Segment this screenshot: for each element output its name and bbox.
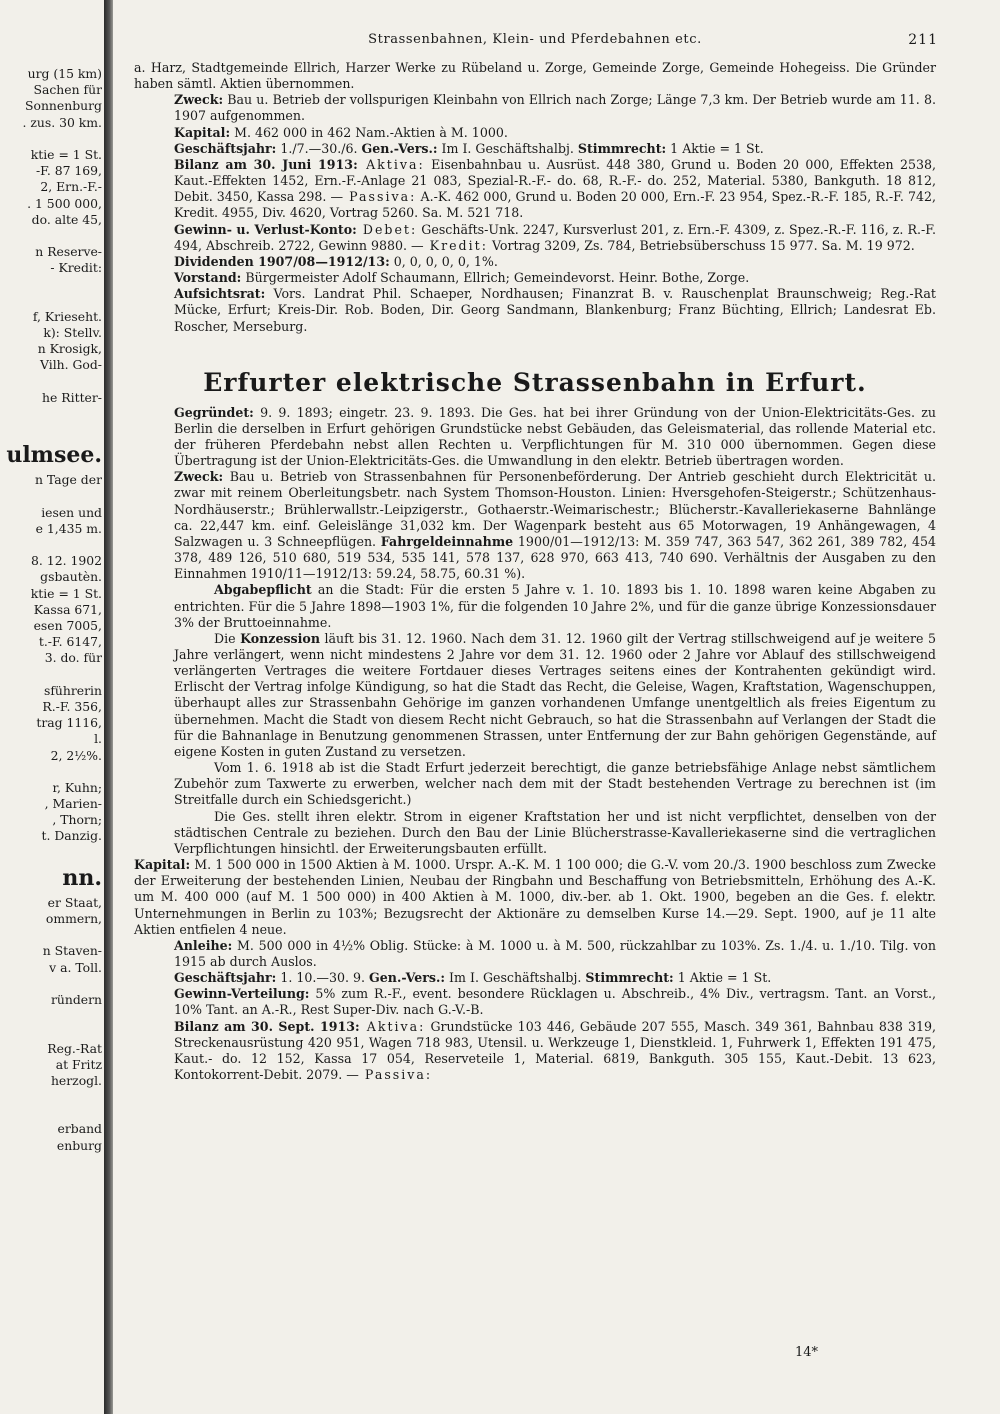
left-column-line: n Krosigk, <box>37 341 102 357</box>
left-column-line <box>0 131 102 147</box>
left-column-line <box>0 927 102 943</box>
left-column-line: ommern, <box>45 911 102 926</box>
left-column-line: nn. <box>62 864 102 891</box>
left-column-line: er Staat, <box>47 894 102 910</box>
left-column-line <box>0 764 102 780</box>
left-column-line <box>0 537 102 553</box>
erwerb-paragraph: Vom 1. 6. 1918 ab ist die Stadt Erfurt jederzeit berechtigt, die ganze betriebsfähige Anlage nebst sämtlichem Zubehör zum Taxwerte zu erwerben, welcher nach dem mit der Stadt bestehenden Vertrage zu berechnen ist (im Streitfalle durch ein Schiedsgericht.) <box>174 760 936 808</box>
left-column-line: esen 7005, <box>33 618 102 633</box>
bilanz-paragraph-erfurt: Bilanz am 30. Sept. 1913: Aktiva: Grundstücke 103 446, Gebäude 207 555, Masch. 349 361, Bahnbau 838 319, Streckenausrüstung 420 951, Wagen 718 983, Utensil. u. Werkzeuge 1, Dienstkleid. 1, Fuhrwerk 1, Effekten 191 475, Kaut.- do. 12 152, Kassa 17 054, Reserveteile 1, Material. 6819, Bankguth. 305 155, Kaut.-Debit. 13 623, Kontokorrent-Debit. 2079. — Passiva: <box>174 1018 937 1083</box>
left-column-line: n Tage der <box>35 472 102 488</box>
left-column-line: iesen und <box>41 504 102 520</box>
left-column-line: e 1,435 m. <box>35 520 102 536</box>
left-column-line: , Marien- <box>44 796 102 812</box>
running-header <box>134 32 936 60</box>
left-column-line: Sachen für <box>33 82 102 98</box>
left-column-line: trag 1116, <box>36 715 102 731</box>
left-column-line: 8. 12. 1902 <box>31 553 102 569</box>
left-column-line: , Thorn; <box>52 812 102 828</box>
left-column-line: do. alte 45, <box>31 211 102 227</box>
left-column-line: -F. 87 169, <box>35 163 102 179</box>
left-column-line <box>0 845 102 861</box>
dividenden-paragraph: Dividenden 1907/08—1912/13: 0, 0, 0, 0, 0, 1%. <box>174 253 498 269</box>
left-column-line <box>0 1089 102 1105</box>
left-column-line <box>0 1024 102 1040</box>
bilanz-paragraph: Bilanz am 30. Juni 1913: Aktiva: Eisenbahnbau u. Ausrüst. 448 380, Grund u. Boden 20 000, Effekten 2538, Kaut.-Effekten 1452, Ern.-F.-Anlage 21 083, Spezial-R.-F.- do. 68, R.-F.- do. 252, Material. 5380, Bankguth. 18 812, Debit. 3450, Kassa 298. — Passiva: A.-K. 462 000, Grund u. Boden 20 000, Ern.-F. 23 954, Spez.-R.-F. 185, R.-F. 742, Kredit. 4955, Div. 4620, Vortrag 5260. Sa. M. 521 718. <box>174 156 937 221</box>
left-column-line <box>0 228 102 244</box>
geschaeftsjahr-paragraph: Geschäftsjahr: 1./7.—30./6. Gen.-Vers.: Im I. Geschäftshalbj. Stimmrecht: 1 Aktie = 1 St. <box>174 140 764 156</box>
left-column-fragment <box>0 66 102 1386</box>
strom-paragraph: Die Ges. stellt ihren elektr. Strom in eigener Kraftstation her und ist nicht verpflichtet, denselben von der städtischen Centrale zu beziehen. Durch den Bau der Linie Blücherstrasse-Kavalleriekaserne sind die vertraglichen Verpflichtungen hinsichtl. der Erweiterungsbauten erfüllt. <box>174 808 936 856</box>
left-column-line: erband <box>57 1121 102 1137</box>
zweck-paragraph-erfurt: Zweck: Bau u. Betrieb von Strassenbahnen für Personenbeförderung. Der Antrieb geschieht durch Elektricität u. zwar mit reinem Oberleitungsbetr. nach System Thomson-Houston. Linien: Hversgehofen-Steigerstr.; Schützenhaus-Nordhäuserstr.; Brühlerwallstr.-Leipzigerstr., Gothaerstr.-Weimarischestr.; Blücherstr.-Kavalleriekaserne Bahnlänge ca. 22,447 km. einf. Geleislänge 31,032 km. Der Wagenpark besteht aus 65 Motorwagen, 19 Anhängewagen, 4 Salzwagen u. 3 Schneepflügen. Fahrgeldeinnahme 1900/01—1912/13: M. 359 747, 363 547, 362 261, 389 782, 454 378, 489 126, 510 680, 519 534, 535 141, 578 137, 628 970, 663 413, 740 690. Verhältnis der Ausgaben zu den Einnahmen 1910/11—1912/13: 59.24, 58.75, 60.31 %). <box>174 469 936 582</box>
left-column-line <box>0 374 102 390</box>
geschaeftsjahr-paragraph-erfurt: Geschäftsjahr: 1. 10.—30. 9. Gen.-Vers.: Im I. Geschäftshalbj. Stimmrecht: 1 Aktie = 1 St. <box>174 970 772 986</box>
top-entry <box>134 60 936 335</box>
gewinnverteilung-paragraph: Gewinn-Verteilung: 5% zum R.-F., event. besondere Rücklagen u. Abschreib., 4% Div., vertragsm. Tant. an Vorst., 10% Tant. an A.-R., Rest Super-Div. nach G.-V.-B. <box>174 986 936 1018</box>
kapital-paragraph-erfurt: Kapital: M. 1 500 000 in 1500 Aktien à M. 1000. Urspr. A.-K. M. 1 100 000; die G.-V. vom 20./3. 1900 beschloss zum Zwecke der Erweiterung der bestehenden Linien, Neubau der Ringbahn und Beschaffung von Betriebsmitteln, Erhöhung des A.-K. um M. 400 000 (auf M. 1 500 000) in 400 Aktien à M. 1000, div.-ber. ab 1. Okt. 1900, begeben an die Ges. f. elektr. Unternehmungen in Berlin zu 103%; Bezugsrecht der Aktionäre zu demselben Kurse 14.—29. Sept. 1900, auf je 11 alte Aktien entfielen 4 neue. <box>134 857 936 937</box>
left-column-line: t. Danzig. <box>41 828 102 844</box>
left-column-line <box>0 1105 102 1121</box>
book-gutter <box>104 0 113 1414</box>
left-column-line: t.-F. 6147, <box>38 634 102 650</box>
vorstand-paragraph: Vorstand: Bürgermeister Adolf Schaumann, Ellrich; Gemeindevorst. Heinr. Bothe, Zorge. <box>174 270 750 286</box>
gegruendet-paragraph: Gegründet: 9. 9. 1893; eingetr. 23. 9. 1893. Die Ges. hat bei ihrer Gründung von der Union-Elektricitäts-Ges. zu Berlin die derselben in Erfurt gehörigen Grundstücke nebst Gebäuden, das Geleismaterial, das rollende Material etc. der früheren Pferdebahn nebst allen Rechten u. Verpflichtungen für M. 310 000 übernommen. Gegen diese Übertragung ist der Union-Elektricitäts-Ges. die Umwandlung in den elektr. Betrieb übertragen worden. <box>174 404 936 469</box>
left-column-line: ktie = 1 St. <box>30 585 102 601</box>
guv-paragraph: Gewinn- u. Verlust-Konto: Debet: Geschäfts-Unk. 2247, Kursverlust 201, z. Ern.-F. 4309, z. Spez.-R.-F. 116, z. R.-F. 494, Abschreib. 2722, Gewinn 9880. — Kredit: Vortrag 3209, Zs. 784, Betriebsüberschuss 15 977. Sa. M. 19 972. <box>174 221 936 253</box>
left-column-line: gsbautèn. <box>40 569 102 585</box>
konzession-paragraph: Die Konzession läuft bis 31. 12. 1960. Nach dem 31. 12. 1960 gilt der Vertrag stillschweigend auf je weitere 5 Jahre verlängert, wenn nicht mindestens 2 Jahre vor dem 31. 12. 1960 oder 2 Jahre vor Ablauf des stillschweigend verlängerten Vertrages die weitere Fortdauer dieses Vertrages seitens eines der Kontrahenten gekündigt wird. Erlischt der Vertrag infolge Kündigung, so hat die Stadt das Recht, die Geleise, Wagen, Kraftstation, Wagenschuppen, überhaupt alles zur Strassenbahn Gehörige im ganzen vorhandenen Umfange unentgeltlich als freies Eigentum zu übernehmen. Macht die Stadt von diesem Recht nicht Gebrauch, so hat die Strassenbahn auf Verlangen der Stadt die für die Bahnanlage in Benutzung genommenen Strassen, unter Entfernung der zur Bahn gehörigen Gegenstände, auf eigene Kosten in guten Zustand zu versetzen. <box>174 630 936 759</box>
left-column-line: n Staven- <box>42 943 102 959</box>
left-column-line: k): Stellv. <box>43 325 102 340</box>
main-column <box>134 32 936 1083</box>
left-column-line: ktie = 1 St. <box>30 146 102 162</box>
left-column-line: urg (15 km) <box>27 66 102 81</box>
left-column-line: Sonnenburg <box>25 98 102 114</box>
left-column-line: Kassa 671, <box>33 601 102 617</box>
left-column-line: 2, 2½%. <box>50 747 102 763</box>
zweck-paragraph: Zweck: Bau u. Betrieb der vollspurigen Kleinbahn von Ellrich nach Zorge; Länge 7,3 km. Der Betrieb wurde am 11. 8. 1907 aufgenommen. <box>174 92 936 124</box>
left-column-line: herzogl. <box>50 1072 102 1088</box>
left-column-line <box>0 976 102 992</box>
left-column-line: 2, Ern.-F.- <box>40 179 102 195</box>
left-column-line <box>0 406 102 422</box>
anleihe-paragraph: Anleihe: M. 500 000 in 4½% Oblig. Stücke: à M. 1000 u. à M. 500, rückzahlbar zu 103%. Zs. 1./4. u. 1./10. Tilg. von 1915 ab durch Auslos. <box>174 937 936 969</box>
sheet-signature: 14* <box>794 1345 818 1360</box>
left-column-line: - Kredit: <box>50 260 102 276</box>
left-column-line: v a. Toll. <box>49 959 102 975</box>
left-column-line: f, Krieseht. <box>32 308 102 324</box>
left-column-line <box>0 667 102 683</box>
kapital-paragraph: Kapital: M. 462 000 in 462 Nam.-Aktien à M. 1000. <box>174 124 508 140</box>
header-title: Strassenbahnen, Klein- und Pferdebahnen etc. <box>368 32 702 47</box>
left-column-line: 3. do. für <box>44 650 102 666</box>
left-column-line: R.-F. 356, <box>42 698 102 714</box>
page-number: 211 <box>908 32 938 48</box>
aufsichtsrat-paragraph: Aufsichtsrat: Vors. Landrat Phil. Schaeper, Nordhausen; Finanzrat B. v. Rauschenplat Braunschweig; Reg.-Rat Mücke, Erfurt; Kreis-Dir. Rob. Boden, Dir. Georg Sandmann, Blankenburg; Franz Büchting, Ellrich; Landesrat Eb. Roscher, Merseburg. <box>174 286 936 334</box>
abgabepflicht-paragraph: Abgabepflicht an die Stadt: Für die ersten 5 Jahre v. 1. 10. 1893 bis 1. 10. 1898 waren keine Abgaben zu entrichten. Für die 5 Jahre 1898—1903 1%, für die folgenden 10 Jahre 2%, und für die ganze übrige Konzessionsdauer 3% der Bruttoeinnahme. <box>174 582 936 630</box>
left-column-line: enburg <box>56 1137 102 1153</box>
left-column-line: . zus. 30 km. <box>22 114 102 130</box>
left-column-line: ulmsee. <box>6 442 102 469</box>
left-column-line <box>0 489 102 505</box>
left-column-line <box>0 1008 102 1024</box>
left-column-line: at Fritz <box>55 1056 102 1072</box>
left-column-line <box>0 293 102 309</box>
left-column-line: . 1 500 000, <box>27 195 102 211</box>
left-column-line <box>0 422 102 438</box>
founders-text: a. Harz, Stadtgemeinde Ellrich, Harzer Werke zu Rübeland u. Zorge, Gemeinde Zorge, Gemeinde Hohegeiss. Die Gründer haben sämtl. Aktien übernommen. <box>134 60 936 92</box>
left-column-line <box>0 276 102 292</box>
left-column-line: ründern <box>50 991 102 1007</box>
left-column-line: Reg.-Rat <box>47 1040 102 1056</box>
left-column-line: n Reserve- <box>35 244 102 260</box>
section-title: Erfurter elektrische Strassenbahn in Erfurt. <box>203 367 867 397</box>
left-column-line: Vilh. God- <box>40 357 102 373</box>
left-column-line: r, Kuhn; <box>52 779 102 795</box>
left-column-line: sführerin <box>43 682 102 698</box>
left-column-line: he Ritter- <box>42 389 102 405</box>
erfurt-entry <box>134 405 936 1084</box>
left-column-line: l. <box>94 731 102 747</box>
